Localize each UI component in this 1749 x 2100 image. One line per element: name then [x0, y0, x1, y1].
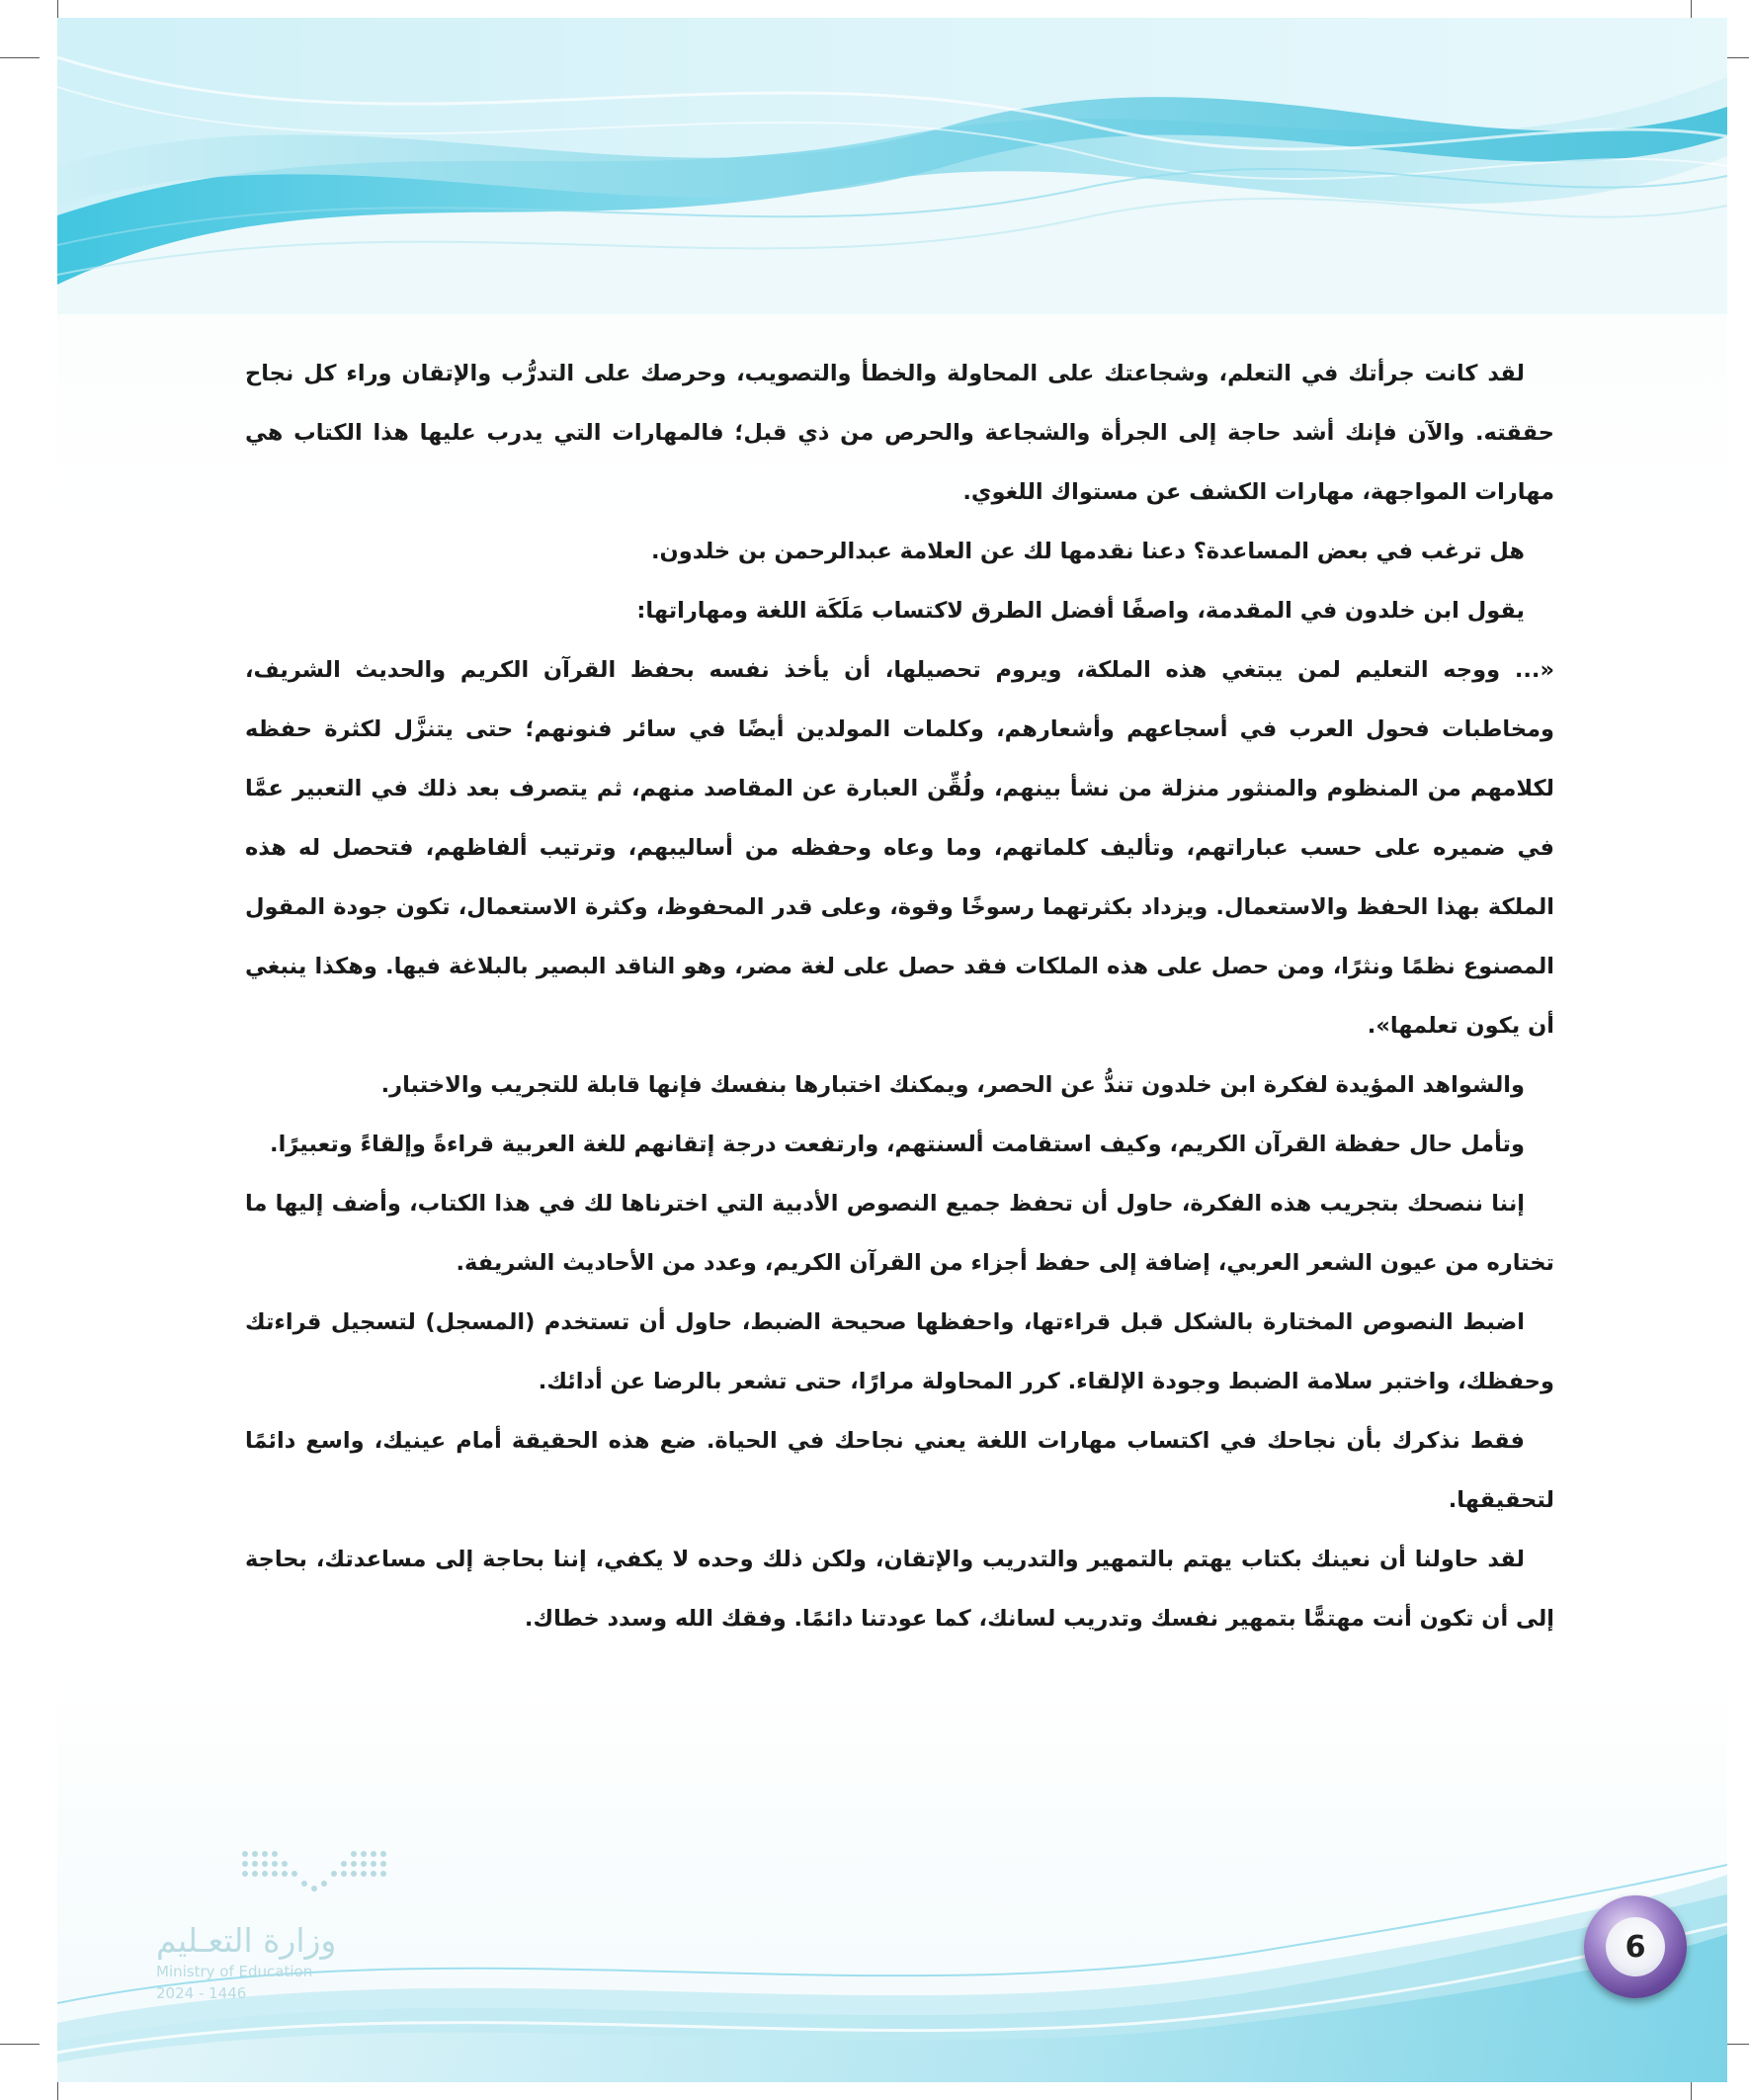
paragraph: إننا ننصحك بتجريب هذه الفكرة، حاول أن تحفظ جميع النصوص الأدبية التي اخترناها لك في هذا الكتاب، وأضف إليها ما تختاره من عيون الشعر العربي، إضافة إلى حفظ أجزاء من القرآن الكريم، وعدد من الأحاديث الشريفة.: [245, 1191, 1554, 1276]
paragraph: وتأمل حال حفظة القرآن الكريم، وكيف استقامت ألسنتهم، وارتفعت درجة إتقانهم للغة العربية قراءةً وإلقاءً وتعبيرًا.: [270, 1132, 1525, 1157]
top-wave-decoration: [57, 18, 1727, 314]
page-number-badge: [1584, 1895, 1687, 1998]
paragraph: لقد حاولنا أن نعينك بكتاب يهتم بالتمهير والتدريب والإتقان، ولكن ذلك وحده لا يكفي، إننا بحاجة إلى مساعدتك، بحاجة إلى أن تكون أنت مهتمًّا بتمهير نفسك وتدريب لسانك، كما عودتنا دائمًا. وفقك الله وسدد خطاك.: [245, 1547, 1554, 1632]
crop-mark: [0, 57, 40, 58]
paragraph: اضبط النصوص المختارة بالشكل قبل قراءتها، واحفظها صحيحة الضبط، حاول أن تستخدم (المسجل) لتسجيل قراءتك وحفظك، واختبر سلامة الضبط وجودة الإلقاء. كرر المحاولة مرارًا، حتى تشعر بالرضا عن أدائك.: [245, 1309, 1554, 1394]
logo-year-text: 2024 - 1446: [156, 1984, 247, 2002]
book-page: [57, 18, 1727, 2082]
logo-english-text: Ministry of Education: [156, 1963, 313, 1980]
crop-mark: [0, 2044, 40, 2045]
paragraph: فقط نذكرك بأن نجاحك في اكتساب مهارات اللغة يعني نجاحك في الحياة. ضع هذه الحقيقة أمام عينيك، واسع دائمًا لتحقيقها.: [245, 1428, 1554, 1513]
logo-dots-icon: [235, 1844, 393, 1903]
paragraph: والشواهد المؤيدة لفكرة ابن خلدون تندُّ عن الحصر، ويمكنك اختبارها بنفسك فإنها قابلة للتجريب والاختبار.: [380, 1072, 1525, 1098]
page-number: 6: [1606, 1917, 1665, 1976]
paragraph: يقول ابن خلدون في المقدمة، واصفًا أفضل الطرق لاكتساب مَلَكَة اللغة ومهاراتها:: [636, 598, 1525, 624]
paragraph: هل ترغب في بعض المساعدة؟ دعنا نقدمها لك عن العلامة عبدالرحمن بن خلدون.: [651, 539, 1525, 564]
ministry-logo: [156, 1844, 374, 2002]
quote-paragraph: «... ووجه التعليم لمن يبتغي هذه الملكة، ويروم تحصيلها، أن يأخذ نفسه بحفظ القرآن الكريم والحديث الشريف، ومخاطبات فحول العرب في أسجاعهم وأشعارهم، وكلمات المولدين أيضًا في سائر فنونهم؛ حتى يتنزَّل لكثرة حفظه لكلامهم من المنظوم والمنثور منزلة من نشأ بينهم، ولُقِّن العبارة عن المقاصد منهم، ثم يتصرف بعد ذلك في التعبير عمَّا في ضميره على حسب عباراتهم، وتأليف كلماتهم، وما وعاه وحفظه من أساليبهم، وترتيب ألفاظهم، فتحصل له هذه الملكة بهذا الحفظ والاستعمال. ويزداد بكثرتهما رسوخًا وقوة، وعلى قدر المحفوظ، وكثرة الاستعمال، تكون جودة المقول المصنوع نظمًا ونثرًا، ومن حصل على هذه الملكات فقد حصل على لغة مضر، وهو الناقد البصير بالبلاغة فيها. وهكذا ينبغي أن يكون تعلمها».: [245, 657, 1554, 1039]
paragraph: لقد كانت جرأتك في التعلم، وشجاعتك على المحاولة والخطأ والتصويب، وحرصك على التدرُّب والإتقان وراء كل نجاح حققته. والآن فإنك أشد حاجة إلى الجرأة والشجاعة والحرص من ذي قبل؛ فالمهارات التي يدرب عليها هذا الكتاب هي مهارات المواجهة، مهارات الكشف عن مستواك اللغوي.: [245, 361, 1554, 505]
main-text: [245, 344, 1554, 1648]
logo-arabic-text: وزارة التعـليم: [156, 1921, 337, 1960]
